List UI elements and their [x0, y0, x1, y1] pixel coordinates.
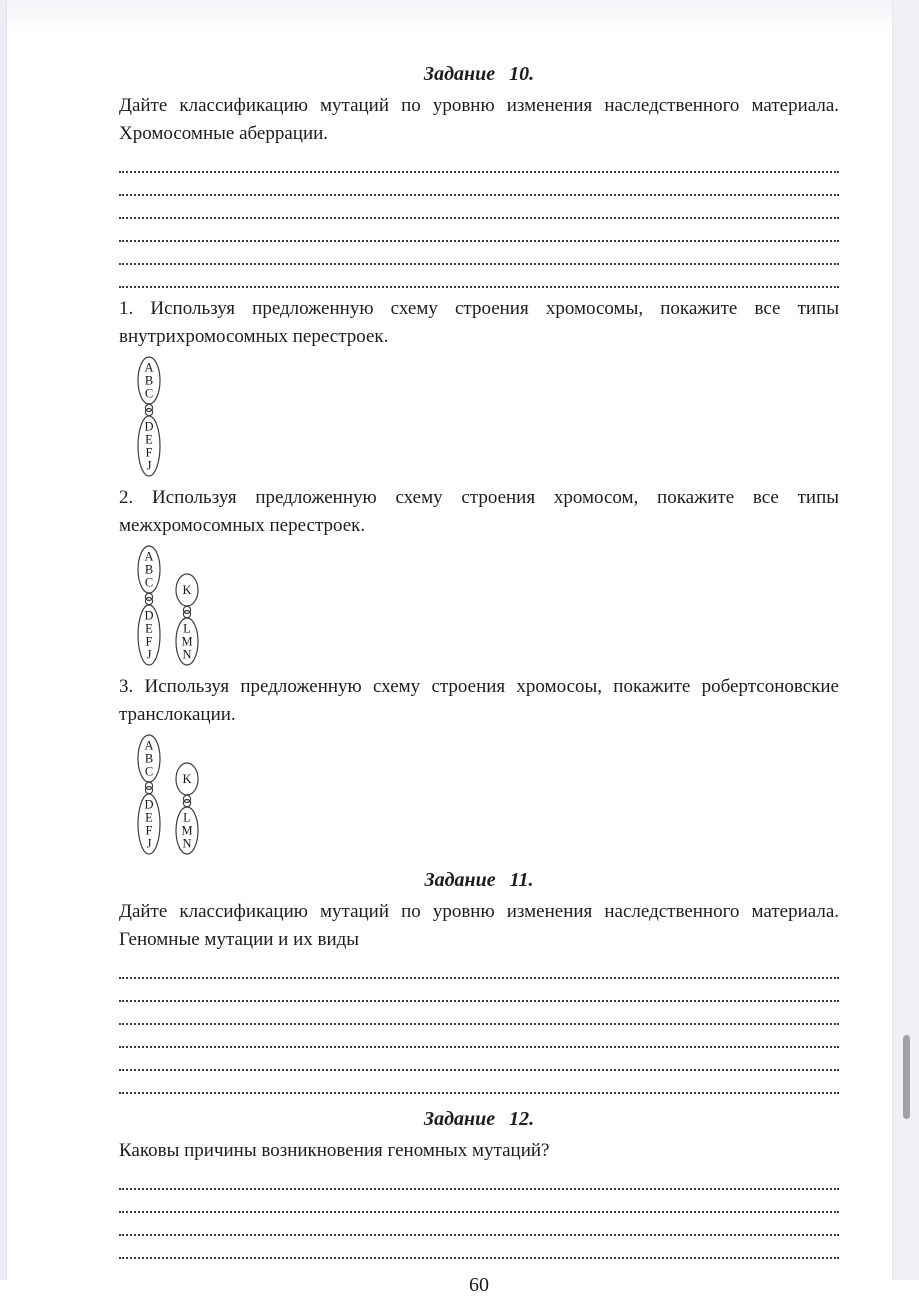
svg-text:L: L — [183, 810, 191, 825]
task10-question-2: 2. Используя предложенную схему строения хромосом, покажите все типы межхромосомных перестроек. — [119, 487, 839, 536]
answer-line — [119, 956, 839, 979]
svg-text:F: F — [145, 445, 153, 460]
answer-line — [119, 242, 839, 265]
task12-answer-lines — [119, 1167, 839, 1259]
svg-text:C: C — [144, 386, 154, 401]
answer-line — [119, 196, 839, 219]
answer-line — [119, 173, 839, 196]
answer-line — [119, 150, 839, 173]
task10-answer-lines — [119, 150, 839, 288]
task10-question-3-diagram — [136, 732, 839, 855]
chromosome-diagram-chr2 — [174, 573, 201, 666]
chromosome-diagram-chr1 — [136, 356, 163, 477]
svg-text:F: F — [145, 634, 153, 649]
workbook-page — [6, 0, 894, 1296]
task11-answer-lines — [119, 956, 839, 1094]
svg-text:B: B — [144, 373, 154, 388]
svg-text:J: J — [146, 647, 152, 662]
chromosome-diagram-chr1 — [136, 545, 163, 666]
svg-text:J: J — [146, 458, 152, 473]
svg-text:D: D — [144, 419, 154, 434]
task10-title: Задание 10. — [423, 63, 535, 85]
task10-question-3: 3. Используя предложенную схему строения хромосоы, покажите робертсоновские транслокации. — [119, 676, 839, 725]
svg-text:E: E — [145, 621, 153, 636]
svg-text:C: C — [144, 764, 154, 779]
task10-prompt: Дайте классификацию мутаций по уровню изменения наследственного материала. Хромосомные аберрации. — [119, 95, 839, 144]
answer-line — [119, 1071, 839, 1094]
task10-question-1-diagram — [136, 354, 839, 477]
task10-question-1: 1. Используя предложенную схему строения хромосомы, покажите все типы внутрихромосомных перестроек. — [119, 298, 839, 347]
svg-text:B: B — [144, 751, 154, 766]
task12-prompt: Каковы причины возникновения геномных мутаций? — [119, 1140, 550, 1161]
svg-text:A: A — [144, 360, 154, 375]
answer-line — [119, 1048, 839, 1071]
svg-text:A: A — [144, 738, 154, 753]
answer-line — [119, 265, 839, 288]
task11-prompt: Дайте классификацию мутаций по уровню изменения наследственного материала. Геномные мутации и их виды — [119, 901, 839, 950]
task11-title: Задание 11. — [424, 869, 534, 891]
chromosome-diagram-chr2 — [174, 762, 201, 855]
svg-text:D: D — [144, 797, 154, 812]
task12-title: Задание 12. — [423, 1108, 535, 1130]
svg-text:N: N — [182, 647, 192, 662]
svg-text:E: E — [145, 810, 153, 825]
answer-line — [119, 1167, 839, 1190]
svg-text:A: A — [144, 549, 154, 564]
svg-text:K: K — [182, 772, 192, 786]
answer-line — [119, 979, 839, 1002]
page-number: 60 — [469, 1274, 489, 1296]
page-content — [119, 0, 839, 1297]
scrollbar-thumb[interactable] — [903, 1035, 910, 1119]
svg-text:M: M — [181, 823, 193, 838]
answer-line — [119, 1002, 839, 1025]
svg-text:D: D — [144, 608, 154, 623]
svg-text:E: E — [145, 432, 153, 447]
answer-line — [119, 1025, 839, 1048]
answer-line — [119, 219, 839, 242]
svg-text:M: M — [181, 634, 193, 649]
svg-text:N: N — [182, 836, 192, 851]
svg-text:J: J — [146, 836, 152, 851]
answer-line — [119, 1190, 839, 1213]
task10-question-2-diagram — [136, 543, 839, 666]
svg-text:F: F — [145, 823, 153, 838]
svg-text:K: K — [182, 583, 192, 597]
chromosome-diagram-chr1 — [136, 734, 163, 855]
answer-line — [119, 1213, 839, 1236]
scrollbar-track[interactable] — [892, 0, 919, 1280]
answer-line — [119, 1236, 839, 1259]
svg-text:B: B — [144, 562, 154, 577]
svg-text:C: C — [144, 575, 154, 590]
svg-text:L: L — [183, 621, 191, 636]
